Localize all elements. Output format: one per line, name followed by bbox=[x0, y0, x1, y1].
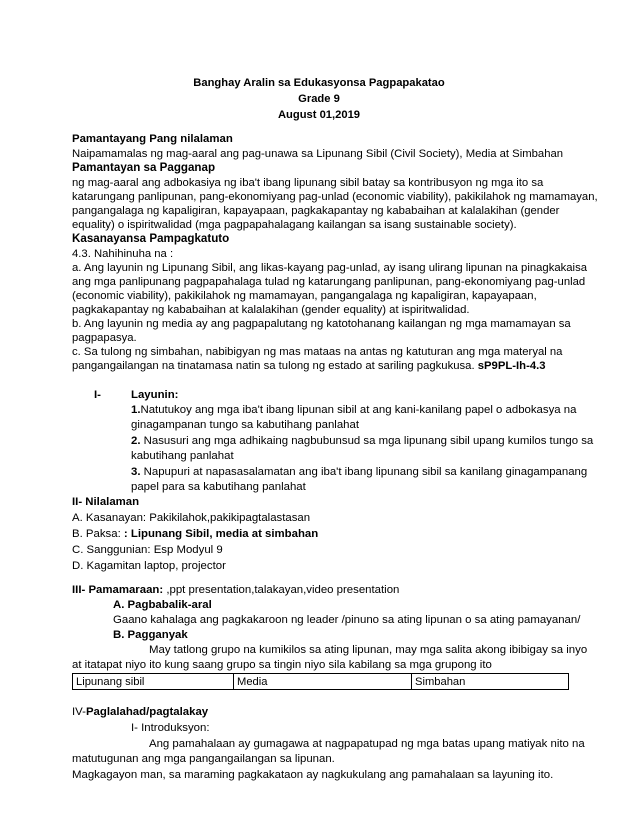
learning-competency-heading: Kasanayansa Pampagkatuto bbox=[72, 232, 230, 245]
objective-text-continued: papel para sa kabutihang panlahat bbox=[131, 481, 306, 493]
performance-standard-line: ng mag-aaral ang adbokasiya ng iba't ibang lipunang sibil batay sa kontribusyon ng mga ito sa bbox=[72, 177, 544, 189]
discussion-prefix: IV- bbox=[72, 706, 86, 718]
objective-text-continued: ginagampanan tungo sa kabutihang panlahat bbox=[131, 419, 360, 431]
performance-standard-line: katarungang panlipunan, pang-ekonomiyang pag-unlad (economic viability), pakikilahok ng mamamayan, bbox=[72, 191, 598, 203]
learning-competency-last-line bbox=[72, 359, 546, 373]
introduction-text-continued: matutugunan ang mga pangangailangan sa lipunan. bbox=[72, 753, 335, 765]
objectives-heading: Layunin: bbox=[131, 389, 179, 401]
objective-text: Natutukoy ang mga iba't ibang lipunan sibil at ang kani-kanilang papel o adbokasya na bbox=[140, 404, 577, 416]
table-cell: Lipunang sibil bbox=[73, 674, 234, 690]
learning-competency-line: 4.3. Nahihinuha na : bbox=[72, 248, 174, 260]
learning-competency-line: pagkakapantay ng kababaihan at kalalakihan (gender equality) at ispiritwalidad. bbox=[72, 304, 470, 316]
learning-competency-line: (economic viability), pakikilahok ng mamamayan, pangangalaga ng kapaligiran, kapayapaan, bbox=[72, 290, 537, 302]
discussion-heading-line bbox=[72, 705, 208, 719]
performance-standard-line: pangangalaga ng kapaligiran, kapayapaan, pagkakapantay ng kababaihan at kalalakihan (gender bbox=[72, 205, 560, 217]
document-grade: Grade 9 bbox=[298, 93, 340, 105]
objective-number: 3. bbox=[131, 466, 141, 478]
content-topic bbox=[72, 527, 318, 541]
content-reference: C. Sanggunian: Esp Modyul 9 bbox=[72, 544, 223, 556]
performance-standard-heading: Pamantayan sa Pagganap bbox=[72, 161, 216, 174]
introduction-text: Ang pamahalaan ay gumagawa at nagpapatupad ng mga batas upang matiyak nito na bbox=[149, 738, 585, 750]
motivation-text-continued: at itatapat niyo ito kung saang grupo sa tingin niyo sila kabilang sa mga grupong ito bbox=[72, 659, 492, 671]
document-date: August 01,2019 bbox=[277, 109, 361, 121]
discussion-heading: Paglalahad/pagtalakay bbox=[85, 706, 209, 718]
objectives-numeral: I- bbox=[94, 389, 101, 401]
document-title: Banghay Aralin sa Edukasyonsa Pagpapakatao bbox=[193, 77, 445, 89]
learning-competency-line: ang mga panlipunang pagpapahalaga tulad ng katarungang panlipunan, pang-ekonomiyang pag-unlad bbox=[72, 276, 586, 288]
content-heading: II- Nilalaman bbox=[72, 496, 140, 508]
objective-item bbox=[131, 434, 593, 448]
introduction-heading: I- Introduksyon: bbox=[131, 722, 210, 734]
objective-item bbox=[131, 403, 576, 417]
learning-competency-line: b. Ang layunin ng media ay ang pagpapalutang ng katotohanang kailangan ng mga mamamayan sa bbox=[72, 318, 571, 330]
objective-text-continued: kabutihang panlahat bbox=[131, 450, 234, 462]
review-heading: A. Pagbabalik-aral bbox=[113, 599, 212, 611]
objective-number: 1. bbox=[131, 404, 141, 416]
groups-table bbox=[72, 673, 569, 690]
procedure-text: ,ppt presentation,talakayan,video presentation bbox=[163, 584, 400, 596]
content-standard-heading: Pamantayang Pang nilalaman bbox=[72, 133, 233, 145]
learning-competency-line: a. Ang layunin ng Lipunang Sibil, ang likas-kayang pag-unlad, ay isang ulirang lipunan na pinagkakaisa bbox=[72, 262, 588, 274]
content-topic-label: B. Paksa: bbox=[72, 528, 124, 540]
performance-standard-line: equality) o ispiritwalidad (mga pagpapahalagang kailangan sa isang sustainable society). bbox=[72, 219, 517, 231]
procedure-heading: III- Pamamaraan: bbox=[72, 584, 164, 596]
table-row bbox=[73, 674, 569, 690]
content-standard-text: Naipamamalas ng mag-aaral ang pag-unawa sa Lipunang Sibil (Civil Society), Media at Simbahan bbox=[72, 148, 564, 160]
competency-code: sP9PL-Ih-4.3 bbox=[477, 360, 546, 372]
content-materials: D. Kagamitan laptop, projector bbox=[72, 560, 226, 572]
learning-competency-line: pagpapasya. bbox=[72, 332, 137, 344]
objective-number: 2. bbox=[131, 435, 141, 447]
introduction-text-continued: Magkagayon man, sa maraming pagkakataon ay nagkukulang ang pamahalaan sa layuning ito. bbox=[72, 769, 554, 781]
table-cell: Media bbox=[234, 674, 412, 690]
content-topic-value: : Lipunang Sibil, media at simbahan bbox=[123, 528, 319, 540]
objective-text: Napupuri at napasasalamatan ang iba't ibang lipunang sibil sa kanilang ginagampanang bbox=[140, 466, 588, 478]
objective-item bbox=[131, 465, 587, 479]
motivation-text: May tatlong grupo na kumikilos sa ating lipunan, may mga salita akong ibibigay sa inyo bbox=[149, 644, 588, 656]
content-skill: A. Kasanayan: Pakikilahok,pakikipagtalastasan bbox=[72, 512, 311, 524]
learning-competency-line: c. Sa tulong ng simbahan, nabibigyan ng mas mataas na antas ng katuturan ang mga materyal na bbox=[72, 346, 563, 358]
objective-text: Nasusuri ang mga adhikaing nagbubunsud sa mga lipunang sibil upang kumilos tungo sa bbox=[140, 435, 594, 447]
motivation-heading: B. Pagganyak bbox=[113, 629, 188, 641]
procedure-line bbox=[72, 583, 399, 597]
review-text: Gaano kahalaga ang pagkakaroon ng leader /pinuno sa ating lipunan o sa ating pamayanan/ bbox=[113, 614, 581, 626]
table-cell: Simbahan bbox=[412, 674, 569, 690]
learning-competency-line: pangangailangan na tinatamasa natin sa tulong ng estado at sariling pagkukusa. bbox=[72, 360, 475, 372]
